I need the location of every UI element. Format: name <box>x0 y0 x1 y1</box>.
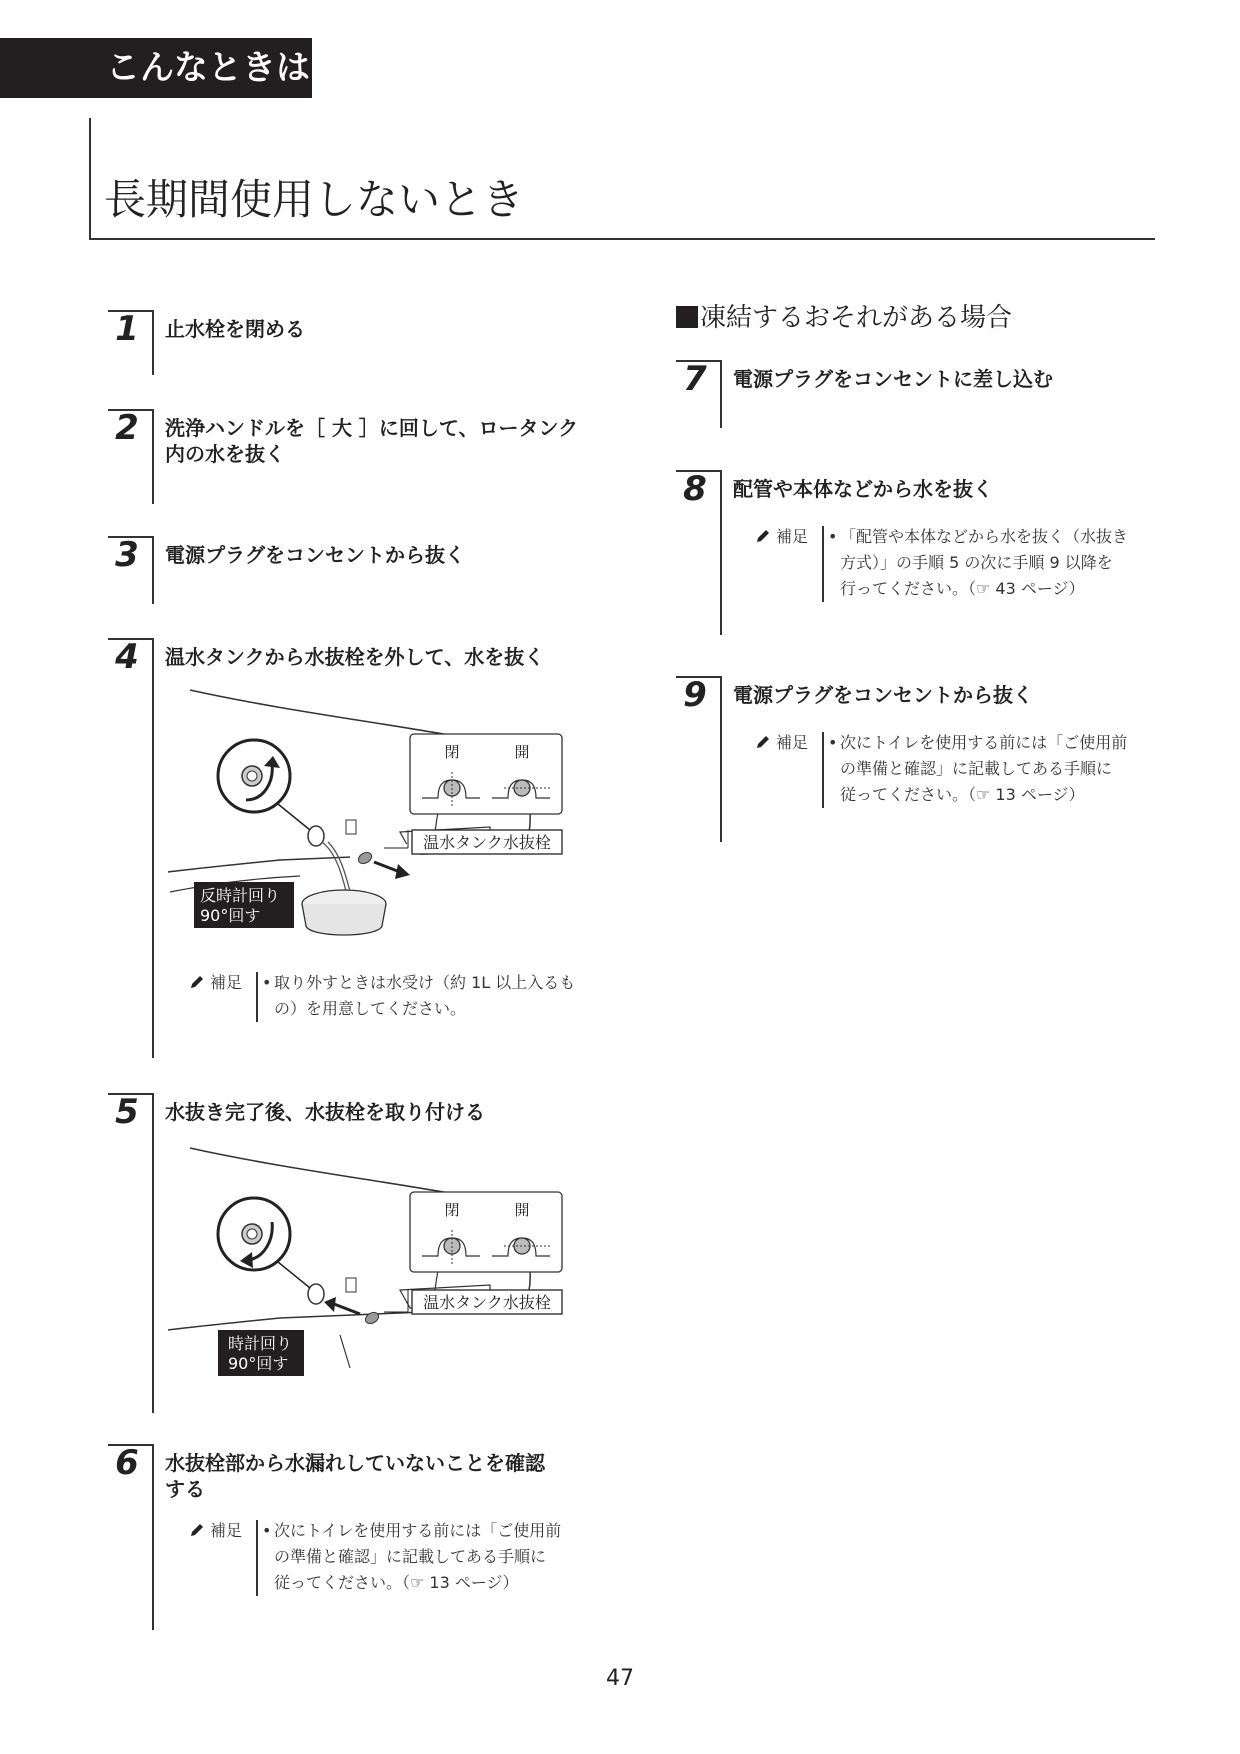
step-8-bar <box>720 470 722 635</box>
step-2-bar <box>152 409 154 504</box>
step-6-title-line-2: する <box>165 1477 205 1501</box>
rotation-badge-line-1: 反時計回り <box>200 886 281 905</box>
rotation-badge-line-2: 90°回す <box>228 1354 289 1373</box>
note-line-1: 次にトイレを使用する前には「ご使用前 <box>274 1521 562 1540</box>
drain-plug-callout-label: 温水タンク水抜栓 <box>423 833 551 852</box>
tank-clip <box>346 820 356 834</box>
step-3-number: 3 <box>115 535 139 575</box>
closed-label: 閉 <box>444 1201 460 1219</box>
note-line-3: 従ってください。（☞ 13 ページ） <box>274 1573 519 1592</box>
step-4-note <box>188 970 588 1022</box>
step-8-title: 配管や本体などから水を抜く <box>733 477 993 501</box>
note-label: 補足 <box>776 527 809 546</box>
note-line-1: 次にトイレを使用する前には「ご使用前 <box>840 733 1128 752</box>
step-7-number: 7 <box>683 359 707 399</box>
step-9-number: 9 <box>683 675 707 715</box>
drain-outlet <box>308 1284 324 1304</box>
step-6-title-line-1: 水抜栓部から水漏れしていないことを確認 <box>165 1451 545 1475</box>
step-2-title-line-1: 洗浄ハンドルを［ 大 ］に回して、ロータンク <box>165 416 579 440</box>
pencil-icon <box>754 527 772 545</box>
square-bullet-icon <box>676 306 698 328</box>
push-in-arrow-icon <box>334 1304 360 1314</box>
open-label: 開 <box>514 1201 530 1219</box>
note-label: 補足 <box>210 1521 243 1540</box>
step-2-title-line-2: 内の水を抜く <box>165 442 285 466</box>
step-5-bar <box>152 1093 154 1413</box>
drain-plug <box>363 1310 380 1326</box>
step-5-number: 5 <box>115 1092 139 1132</box>
open-close-inset <box>410 1192 562 1272</box>
step-7-title: 電源プラグをコンセントに差し込む <box>733 367 1053 391</box>
step-7-bar <box>720 360 722 428</box>
note-line-1: 「配管や本体などから水を抜く（水抜き <box>840 527 1129 546</box>
step-8-note <box>754 524 1154 602</box>
drain-outlet <box>308 826 324 846</box>
page-number: 47 <box>606 1666 634 1691</box>
step-9-title: 電源プラグをコンセントから抜く <box>733 683 1033 707</box>
note-bullet: • <box>262 1521 272 1540</box>
step-6-note <box>188 1518 588 1596</box>
open-label: 開 <box>514 743 530 761</box>
note-line-2: の）を用意してください。 <box>274 999 467 1018</box>
rotation-badge-line-2: 90°回す <box>200 906 261 925</box>
note-line-2: の準備と確認」に記載してある手順に <box>840 759 1113 778</box>
drain-plug-removal-illustration <box>160 682 580 942</box>
freeze-section-heading-text: 凍結するおそれがある場合 <box>700 303 1013 333</box>
step-4-number: 4 <box>115 637 139 677</box>
pencil-icon <box>188 973 206 991</box>
drain-plug-callout-label: 温水タンク水抜栓 <box>423 1293 551 1312</box>
note-line-2: 方式）」の手順 5 の次に手順 9 以降を <box>840 553 1113 572</box>
note-line-3: 従ってください。（☞ 13 ページ） <box>840 785 1085 804</box>
rotation-badge-line-1: 時計回り <box>228 1334 293 1353</box>
note-label: 補足 <box>210 973 243 992</box>
step-1-number: 1 <box>115 309 139 349</box>
section-tab: こんなときは <box>0 38 312 98</box>
step-5-title: 水抜き完了後、水抜栓を取り付ける <box>165 1100 485 1124</box>
freeze-section-heading <box>676 300 1012 336</box>
drain-plug-install-illustration <box>160 1140 580 1380</box>
step-6-number: 6 <box>115 1443 139 1483</box>
step-8-number: 8 <box>683 469 707 509</box>
page-title: 長期間使用しないとき <box>104 175 525 224</box>
step-9-note <box>754 730 1154 808</box>
pencil-icon <box>754 733 772 751</box>
note-bullet: • <box>828 733 838 752</box>
step-6-bar <box>152 1444 154 1630</box>
step-3-title: 電源プラグをコンセントから抜く <box>165 543 465 567</box>
step-1-bar <box>152 310 154 375</box>
title-rule-vertical <box>89 118 91 240</box>
open-close-inset <box>410 734 562 814</box>
note-label: 補足 <box>776 733 809 752</box>
note-bullet: • <box>262 973 272 992</box>
step-1-title: 止水栓を閉める <box>165 317 305 341</box>
closed-label: 閉 <box>444 743 460 761</box>
note-line-2: の準備と確認」に記載してある手順に <box>274 1547 547 1566</box>
note-line-3: 行ってください。（☞ 43 ページ） <box>840 579 1085 598</box>
note-bullet: • <box>828 527 838 546</box>
step-9-bar <box>720 676 722 842</box>
step-3-bar <box>152 536 154 604</box>
title-rule-horizontal <box>89 238 1155 240</box>
pencil-icon <box>188 1521 206 1539</box>
tank-clip <box>346 1278 356 1292</box>
note-line-1: 取り外すときは水受け（約 1L 以上入るも <box>274 973 576 992</box>
step-4-title: 温水タンクから水抜栓を外して、水を抜く <box>165 645 545 669</box>
step-4-bar <box>152 638 154 1058</box>
step-2-number: 2 <box>115 408 139 448</box>
